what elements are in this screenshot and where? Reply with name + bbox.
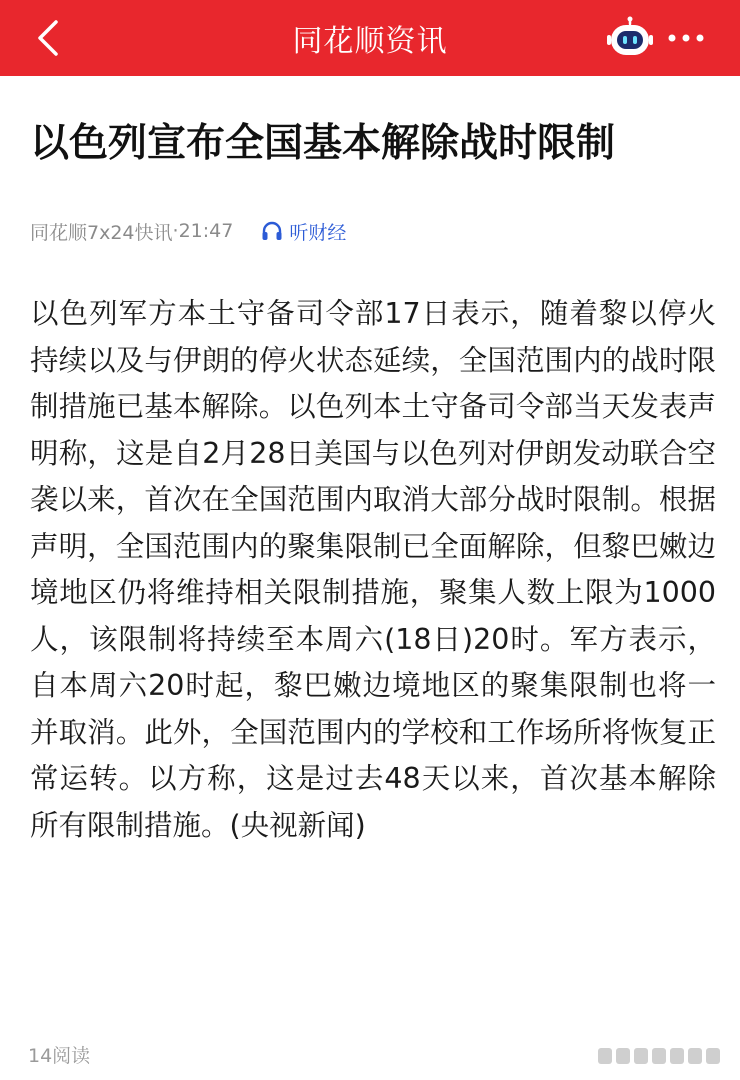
headphones-icon — [261, 221, 283, 241]
article-meta — [30, 214, 346, 248]
robot-icon — [606, 16, 654, 60]
meta-separator: · — [172, 220, 179, 242]
listen-label: 听财经 — [289, 221, 347, 244]
article-source: 同花顺7x24快讯 — [30, 221, 173, 244]
chevron-left-icon — [36, 19, 60, 57]
article-title: 以色列宣布全国基本解除战时限制 — [30, 121, 616, 166]
article-time: 21:47 — [178, 220, 234, 242]
listen-button[interactable] — [261, 218, 346, 245]
more-options-button[interactable] — [664, 22, 708, 54]
app-title: 同花顺资讯 — [292, 24, 448, 59]
top-navigation-bar — [0, 0, 740, 76]
read-count: 14阅读 — [28, 1045, 91, 1067]
assistant-button[interactable] — [606, 16, 654, 60]
more-horizontal-icon — [664, 22, 708, 54]
back-button[interactable] — [28, 18, 68, 58]
article-body: 以色列军方本土守备司令部17日表示，随着黎以停火持续以及与伊朗的停火状态延续，全国范围内的战时限制措施已基本解除。以色列本土守备司令部当天发表声明称，这是自2月28日美国与以色列对伊朗发动联合空袭以来，首次在全国范围内取消大部分战时限制。根据声明，全国范围内的聚集限制已全面解除，但黎巴嫩边境地区仍将维持相关限制措施，聚集人数上限为1000人，该限制将持续至本周六(18日)20时。军方表示，自本周六20时起，黎巴嫩边境地区的聚集限制也将一并取消。此外，全国范围内的学校和工作场所将恢复正常运转。以方称，这是过去48天以来，首次基本解除所有限制措施。(央视新闻) — [30, 297, 716, 842]
watermark-logo-icon — [598, 1044, 722, 1068]
